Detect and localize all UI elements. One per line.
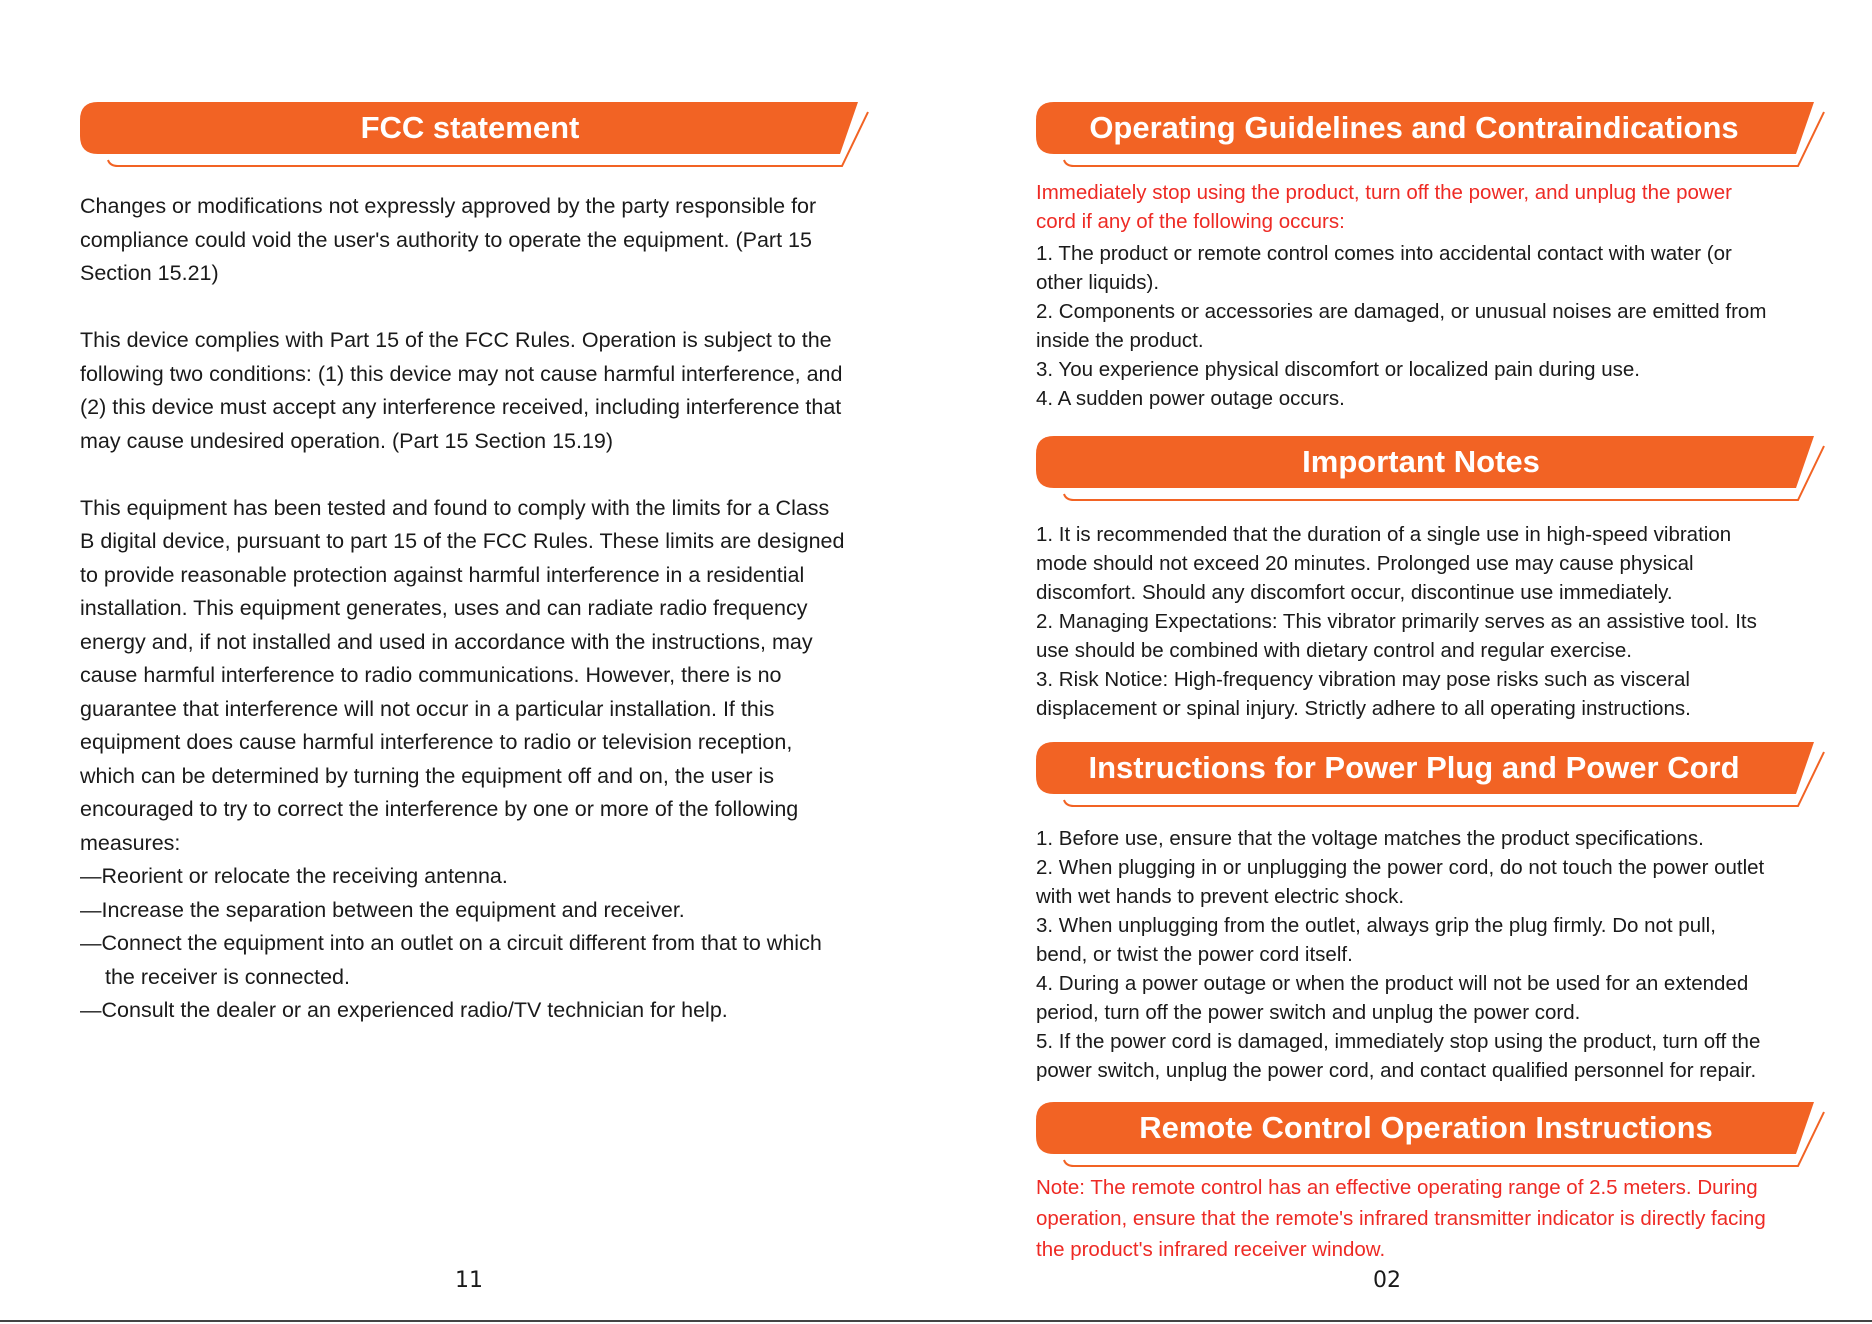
fcc-paragraph-line: measures: <box>80 830 181 855</box>
fcc-measure-item: —Increase the separation between the equipment and receiver. <box>80 897 685 922</box>
fcc-paragraph-line: B digital device, pursuant to part 15 of the FCC Rules. These limits are designed <box>80 529 845 553</box>
page-number-right: 02 <box>1373 1268 1401 1293</box>
fcc-paragraph-line: This equipment has been tested and found to comply with the limits for a Class <box>80 495 830 520</box>
power-item-line: 5. If the power cord is damaged, immediately stop using the product, turn off the <box>1036 1030 1761 1053</box>
fcc-paragraph-line: to provide reasonable protection against harmful interference in a residential <box>80 562 805 587</box>
power-item-line: with wet hands to prevent electric shock. <box>1036 885 1405 908</box>
important-item-line: mode should not exceed 20 minutes. Prolonged use may cause physical <box>1036 552 1694 575</box>
power-item-line: 1. Before use, ensure that the voltage matches the product specifications. <box>1036 827 1704 850</box>
fcc-statement-heading: FCC statement <box>360 110 580 145</box>
important-notes-body <box>1036 520 1757 723</box>
important-item-line: use should be combined with dietary control and regular exercise. <box>1036 639 1632 662</box>
bottom-edge-line <box>0 1320 1872 1322</box>
fcc-paragraph-line: This device complies with Part 15 of the FCC Rules. Operation is subject to the <box>80 328 832 352</box>
power-item-line: 3. When unplugging from the outlet, always grip the plug firmly. Do not pull, <box>1036 914 1716 937</box>
fcc-paragraph-line: energy and, if not installed and used in accordance with the instructions, may <box>80 629 813 654</box>
operating-item-line: 2. Components or accessories are damaged, or unusual noises are emitted from <box>1036 300 1767 323</box>
operating-guidelines-body <box>1036 178 1766 413</box>
remote-note-line: operation, ensure that the remote's infrared transmitter indicator is directly facing <box>1036 1207 1766 1230</box>
power-item-line: 4. During a power outage or when the product will not be used for an extended <box>1036 972 1749 995</box>
fcc-paragraph-line: equipment does cause harmful interference to radio or television reception, <box>80 730 793 754</box>
important-notes-heading: Important Notes <box>1302 444 1540 479</box>
important-item-line: 2. Managing Expectations: This vibrator primarily serves as an assistive tool. Its <box>1036 610 1757 633</box>
remote-control-heading: Remote Control Operation Instructions <box>1139 1110 1713 1145</box>
fcc-paragraph-line: Section 15.21) <box>80 261 219 285</box>
operating-item-line: other liquids). <box>1036 271 1160 294</box>
power-cord-banner <box>1036 742 1826 808</box>
operating-item-line: 3. You experience physical discomfort or localized pain during use. <box>1036 358 1640 381</box>
remote-control-note <box>1036 1172 1766 1265</box>
fcc-measure-item: the receiver is connected. <box>105 964 350 989</box>
operating-item-line: 1. The product or remote control comes into accidental contact with water (or <box>1036 242 1732 265</box>
important-notes-banner <box>1036 436 1826 502</box>
power-cord-body <box>1036 824 1764 1085</box>
operating-warning-line: cord if any of the following occurs: <box>1036 210 1345 233</box>
remote-note-line: Note: The remote control has an effective operating range of 2.5 meters. During <box>1036 1176 1758 1199</box>
fcc-measure-item: —Consult the dealer or an experienced radio/TV technician for help. <box>80 998 728 1022</box>
right-page <box>1036 0 1832 1324</box>
fcc-paragraph-line: following two conditions: (1) this device may not cause harmful interference, and <box>80 361 843 386</box>
fcc-paragraph-line: compliance could void the user's authority to operate the equipment. (Part 15 <box>80 227 812 252</box>
fcc-measure-item: —Reorient or relocate the receiving antenna. <box>80 864 508 888</box>
operating-guidelines-heading: Operating Guidelines and Contraindications <box>1089 110 1739 145</box>
operating-item-line: inside the product. <box>1036 329 1204 352</box>
fcc-statement-banner <box>80 102 870 168</box>
fcc-paragraph-line: guarantee that interference will not occur in a particular installation. If this <box>80 696 775 721</box>
fcc-paragraph-line: Changes or modifications not expressly approved by the party responsible for <box>80 194 817 218</box>
fcc-measure-item: —Connect the equipment into an outlet on a circuit different from that to which <box>80 931 822 955</box>
fcc-paragraph-line: cause harmful interference to radio communications. However, there is no <box>80 663 782 687</box>
important-item-line: displacement or spinal injury. Strictly adhere to all operating instructions. <box>1036 697 1691 720</box>
important-item-line: 1. It is recommended that the duration of a single use in high-speed vibration <box>1036 523 1732 546</box>
operating-item-line: 4. A sudden power outage occurs. <box>1036 387 1345 410</box>
fcc-paragraph-line: encouraged to try to correct the interference by one or more of the following <box>80 797 799 821</box>
fcc-paragraph-line: which can be determined by turning the equipment off and on, the user is <box>80 763 775 788</box>
fcc-paragraph-line: (2) this device must accept any interference received, including interference that <box>80 395 842 419</box>
remote-control-banner <box>1036 1102 1826 1168</box>
fcc-body <box>80 190 880 1028</box>
fcc-paragraph-line: installation. This equipment generates, uses and can radiate radio frequency <box>80 596 808 620</box>
power-item-line: bend, or twist the power cord itself. <box>1036 943 1353 966</box>
power-item-line: power switch, unplug the power cord, and contact qualified personnel for repair. <box>1036 1059 1757 1082</box>
operating-warning-line: Immediately stop using the product, turn off the power, and unplug the power <box>1036 181 1732 204</box>
operating-guidelines-banner <box>1036 102 1826 168</box>
page-number-left: 11 <box>455 1268 483 1293</box>
left-page <box>80 0 870 1324</box>
important-item-line: 3. Risk Notice: High-frequency vibration may pose risks such as visceral <box>1036 668 1690 691</box>
important-item-line: discomfort. Should any discomfort occur, discontinue use immediately. <box>1036 581 1673 604</box>
power-item-line: period, turn off the power switch and unplug the power cord. <box>1036 1001 1581 1024</box>
power-item-line: 2. When plugging in or unplugging the power cord, do not touch the power outlet <box>1036 856 1765 879</box>
remote-note-line: the product's infrared receiver window. <box>1036 1238 1386 1261</box>
fcc-paragraph-line: may cause undesired operation. (Part 15 Section 15.19) <box>80 428 614 453</box>
power-cord-heading: Instructions for Power Plug and Power Cord <box>1088 750 1740 785</box>
